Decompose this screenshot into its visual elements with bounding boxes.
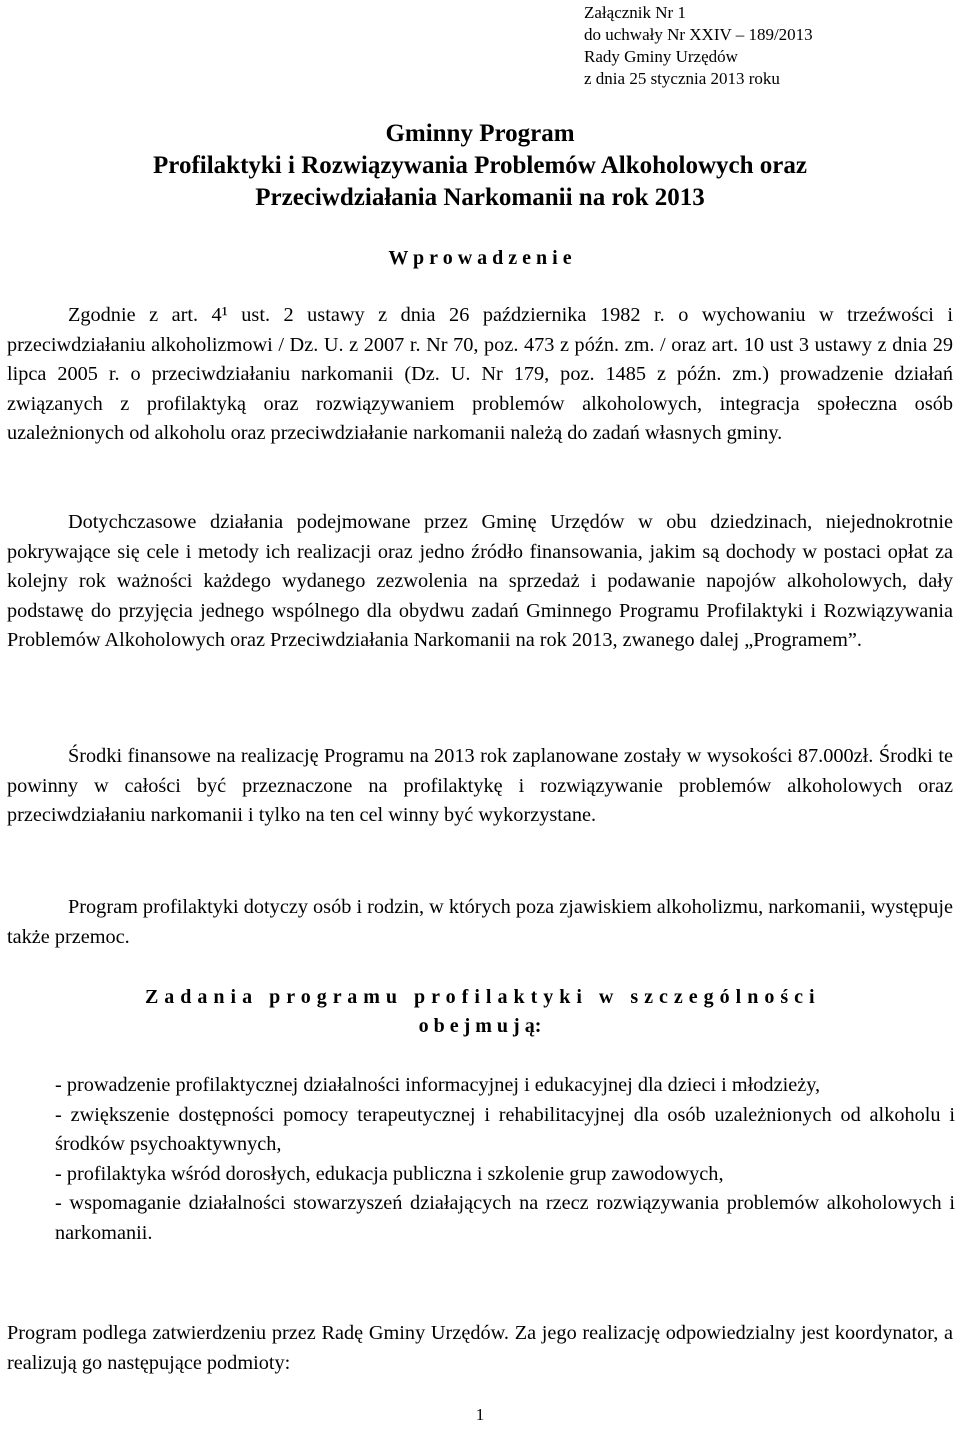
paragraph-text: Dotychczasowe działania podejmowane przez Gminę Urzędów w obu dziedzinach, niejednokrotnie pokrywające się cele i metody ich realizacji oraz jedno źródło finansowania, jakim są dochody w postaci opłat za kolejny rok ważności każdego wydanego zezwolenia na sprzedaż i podawanie napojów alkoholowych, dały podstawę do przyjęcia jednego wspólnego dla obydwu zadań Gminnego Programu Profilaktyki i Rozwiązywania Problemów Alkoholowych oraz Przeciwdziałania Narkomanii na rok 2013, zwanego dalej „Programem”. [7,511,953,652]
task-list [55,1071,955,1249]
annex-resolution: do uchwały Nr XXIV – 189/2013 [584,25,813,44]
tasks-heading-line-2: o b e j m u j ą: [418,1015,542,1037]
paragraph-approval [7,1319,953,1378]
title-line-1: Gminny Program [385,120,575,147]
annex-number: Załącznik Nr 1 [584,3,686,22]
paragraph-funding [7,742,953,831]
tasks-heading-line-1: Z a d a n i a p r o g r a m u p r o f i l a k t y k i w s z c z e g ó l n o ś c i [144,986,816,1008]
paragraph-text: Program podlega zatwierdzeniu przez Radę Gminy Urzędów. Za jego realizację odpowiedzialny jest koordynator, a realizują go następujące podmioty: [7,1322,953,1374]
title-line-3: Przeciwdziałania Narkomanii na rok 2013 [255,184,705,211]
paragraph-text: Zgodnie z art. 4¹ ust. 2 ustawy z dnia 26 października 1982 r. o wychowaniu w trzeźwości i przeciwdziałaniu alkoholizmowi / Dz. U. z 2007 r. Nr 70, poz. 473 z późn. zm. / oraz art. 10 ust 3 ustawy z dnia 29 lipca 2005 r. o przeciwdziałaniu narkomanii (Dz. U. Nr 179, poz. 1485 z późn. zm.) prowadzenie działań związanych z profilaktyką oraz rozwiązywaniem problemów alkoholowych, integracja społeczna osób uzależnionych od alkoholu oraz przeciwdziałanie narkomanii należą do zadań własnych gminy. [7,304,953,445]
document-title [0,118,960,214]
page-number: 1 [475,1405,485,1424]
paragraph-text: Program profilaktyki dotyczy osób i rodzin, w których poza zjawiskiem alkoholizmu, narkomanii, występuje także przemoc. [7,896,953,948]
list-item: - wspomaganie działalności stowarzyszeń działających na rzecz rozwiązywania problemów alkoholowych i narkomanii. [55,1192,955,1244]
annex-council: Rady Gminy Urzędów [584,47,738,66]
list-item: - prowadzenie profilaktycznej działalności informacyjnej i edukacyjnej dla dzieci i młodzieży, [55,1074,821,1096]
intro-heading: W p r o w a d z e n i e [388,247,572,269]
list-item: - profilaktyka wśród dorosłych, edukacja publiczna i szkolenie grup zawodowych, [55,1162,724,1185]
list-item: - zwiększenie dostępności pomocy terapeutycznej i rehabilitacyjnej dla osób uzależnionych od alkoholu i środków psychoaktywnych, [55,1103,955,1156]
paragraph-text: Środki finansowe na realizację Programu na 2013 rok zaplanowane zostały w wysokości 87.000zł. Środki te powinny w całości być przeznaczone na profilaktykę i rozwiązywanie problemów alkoholowych oraz przeciwdziałaniu narkomanii i tylko na ten cel winny być wykorzystane. [7,745,953,827]
paragraph-joint-program [7,508,953,656]
title-line-2: Profilaktyki i Rozwiązywania Problemów Alkoholowych oraz [153,152,807,179]
annex-date: z dnia 25 stycznia 2013 roku [584,69,780,88]
annex-header [584,2,813,90]
paragraph-target-group [7,893,953,952]
paragraph-legal-basis [7,301,953,449]
